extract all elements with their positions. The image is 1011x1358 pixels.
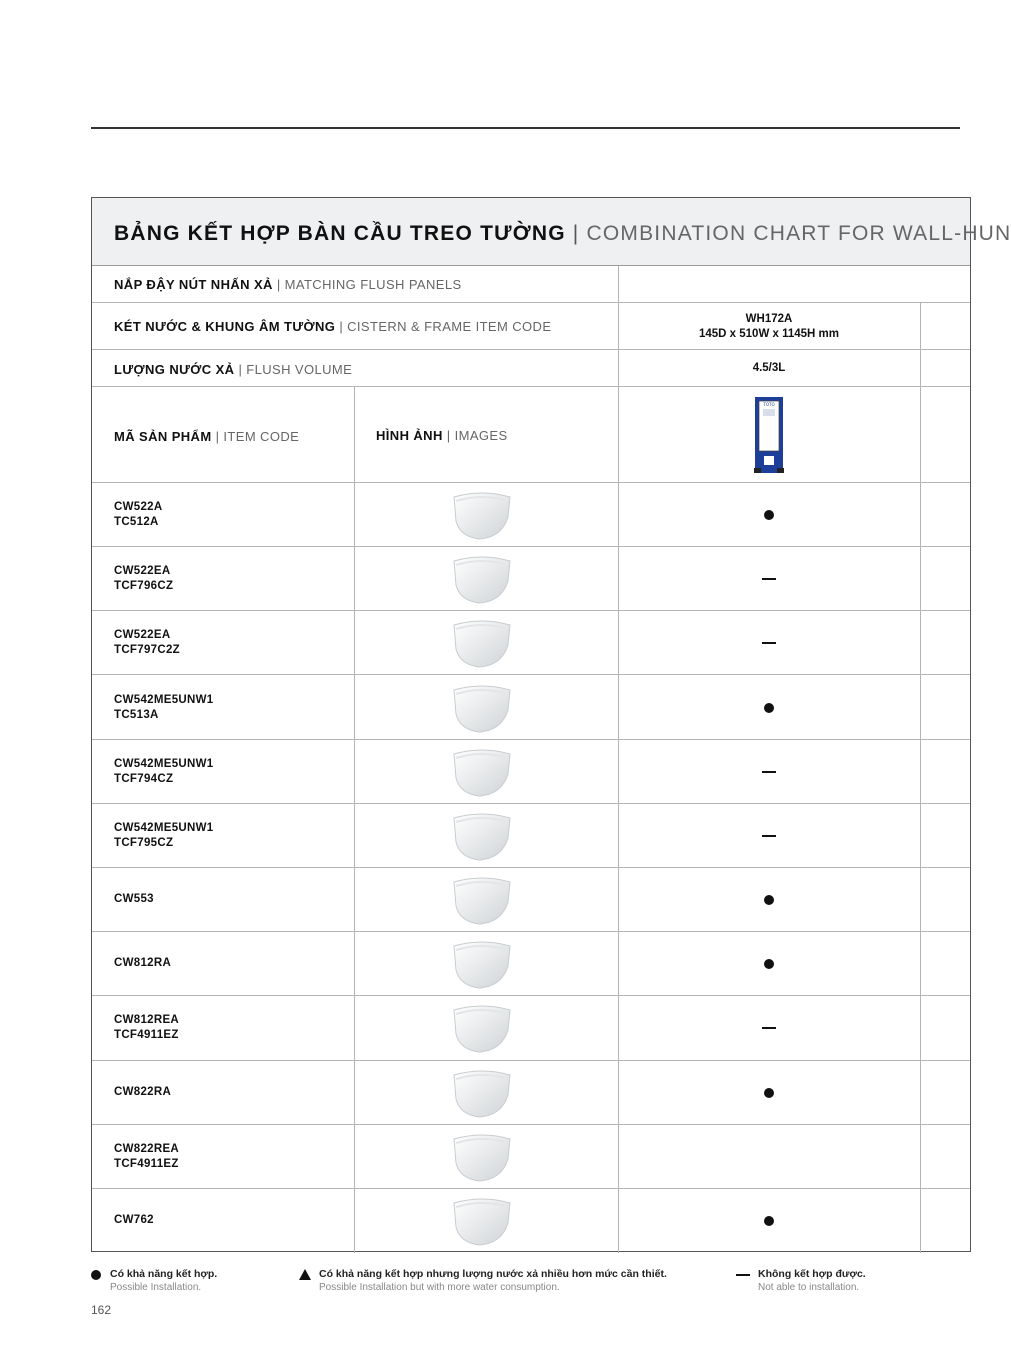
combination-chart [91, 197, 1011, 1252]
page-number: 162 [91, 1303, 112, 1317]
product-code [114, 956, 171, 971]
legend-dash-icon [736, 1274, 750, 1276]
product-row [92, 611, 970, 675]
product-row [92, 1125, 970, 1189]
cistern-row [92, 303, 970, 350]
cistern-vi: KÉT NƯỚC & KHUNG ÂM TƯỜNG [114, 319, 336, 334]
legend-more-water-en: Possible Installation but with more water consumption. [319, 1282, 560, 1293]
divider-code-image [354, 387, 355, 1253]
product-code-line1: CW522EA [114, 565, 171, 578]
product-row [92, 740, 970, 804]
images-vi: HÌNH ẢNH [376, 428, 443, 443]
mark-possible-dot [764, 1088, 774, 1098]
product-code-line2: TCF795CZ [114, 836, 174, 849]
mark-not-able-dash [762, 771, 776, 773]
cistern-code-cell [618, 312, 920, 342]
mark-possible-dot [764, 959, 774, 969]
cistern-frame-image [752, 395, 786, 475]
product-code-line1: CW822RA [114, 1085, 172, 1098]
product-row [92, 932, 970, 996]
mark-not-able-dash [762, 642, 776, 644]
item-code-en: ITEM CODE [223, 429, 300, 444]
product-code-line2: TCF4911EZ [114, 1157, 179, 1170]
product-code-line2: TCF4911EZ [114, 1029, 179, 1042]
product-code [114, 628, 180, 658]
cistern-label: KÉT NƯỚC & KHUNG ÂM TƯỜNG | CISTERN & FRAME ITEM CODE [114, 319, 552, 334]
toilet-image [444, 936, 520, 992]
flush-panels-vi: NẮP ĐẬY NÚT NHẤN XẢ [114, 277, 273, 292]
flush-volume-row [92, 350, 970, 387]
product-code-line1: CW542ME5UNW1 [114, 821, 214, 834]
legend-not-able-vi: Không kết hợp được. [758, 1268, 866, 1280]
product-code-line1: CW522EA [114, 629, 171, 642]
product-code-line2: TC513A [114, 708, 159, 721]
column-header-row [92, 387, 970, 483]
product-row [92, 868, 970, 932]
product-code-line1: CW542ME5UNW1 [114, 693, 214, 706]
toilet-image [444, 808, 520, 864]
product-code-line1: CW812RA [114, 957, 172, 970]
product-row [92, 483, 970, 547]
toilet-image [444, 551, 520, 607]
divider-col-left [618, 266, 619, 483]
product-row [92, 996, 970, 1060]
product-row [92, 1061, 970, 1125]
top-rule [91, 127, 960, 129]
mark-possible-dot [764, 895, 774, 905]
product-row [92, 1189, 970, 1253]
product-code-line1: CW522A [114, 501, 163, 514]
legend-not-able [736, 1268, 866, 1293]
legend-not-able-en: Not able to installation. [758, 1282, 860, 1293]
toilet-image [444, 615, 520, 671]
product-row [92, 676, 970, 740]
product-code [114, 1142, 179, 1172]
flush-panels-row [92, 266, 970, 303]
product-code-line2: TCF796CZ [114, 580, 174, 593]
legend-possible-vi: Có khả năng kết hợp. [110, 1268, 218, 1280]
legend-more-water [299, 1268, 667, 1293]
frame-logo: TOTO [763, 402, 775, 407]
product-code [114, 892, 154, 907]
title-separator: | [572, 222, 580, 245]
toilet-image [444, 680, 520, 736]
title-vi: BẢNG KẾT HỢP BÀN CẦU TREO TƯỜNG [114, 222, 566, 245]
product-code-line1: CW542ME5UNW1 [114, 757, 214, 770]
product-code-line2: TC512A [114, 516, 159, 529]
legend-more-water-vi: Có khả năng kết hợp nhưng lượng nước xả nhiều hơn mức cần thiết. [319, 1268, 667, 1280]
product-code [114, 564, 173, 594]
legend-possible-en: Possible Installation. [110, 1282, 202, 1293]
divider-col-right [920, 303, 921, 1253]
mark-not-able-dash [762, 1027, 776, 1029]
flush-volume-en: FLUSH VOLUME [246, 362, 353, 377]
product-code [114, 1213, 154, 1228]
cistern-dimensions: 145D x 510W x 1145H mm [698, 328, 839, 340]
cistern-en: CISTERN & FRAME ITEM CODE [347, 319, 552, 334]
item-code-header: MÃ SẢN PHẨM | ITEM CODE [114, 429, 300, 444]
divider-image-mark [618, 483, 619, 1253]
images-en: IMAGES [454, 428, 508, 443]
flush-volume-vi: LƯỢNG NƯỚC XẢ [114, 362, 235, 377]
legend-possible [91, 1268, 217, 1293]
flush-volume-value: 4.5/3L [752, 362, 786, 374]
title-en: COMBINATION CHART FOR WALL-HUN [586, 222, 1011, 245]
product-code-line2: TCF797C2Z [114, 644, 180, 657]
product-code-line1: CW822REA [114, 1142, 180, 1155]
product-code [114, 1013, 179, 1043]
mark-not-able-dash [762, 578, 776, 580]
product-code [114, 693, 213, 723]
product-code-line2: TCF794CZ [114, 772, 174, 785]
product-code [114, 821, 213, 851]
chart-title [114, 222, 1011, 246]
product-code [114, 757, 213, 787]
toilet-image [444, 1065, 520, 1121]
flush-volume-label: LƯỢNG NƯỚC XẢ | FLUSH VOLUME [114, 362, 353, 377]
cistern-code: WH172A [745, 313, 793, 325]
toilet-image [444, 1129, 520, 1185]
toilet-image [444, 872, 520, 928]
mark-possible-dot [764, 1216, 774, 1226]
product-row [92, 547, 970, 611]
mark-possible-dot [764, 703, 774, 713]
legend-triangle-icon [299, 1269, 311, 1280]
flush-panels-label: NẮP ĐẬY NÚT NHẤN XẢ | MATCHING FLUSH PANELS [114, 277, 462, 292]
mark-not-able-dash [762, 835, 776, 837]
mark-possible-dot [764, 510, 774, 520]
title-bar [92, 198, 1011, 266]
item-code-vi: MÃ SẢN PHẨM [114, 429, 212, 444]
product-code [114, 1085, 171, 1100]
product-code-line1: CW553 [114, 893, 154, 906]
product-code-line1: CW762 [114, 1213, 154, 1226]
toilet-image [444, 487, 520, 543]
legend-dot-icon [91, 1270, 101, 1280]
product-code-line1: CW812REA [114, 1014, 180, 1027]
toilet-image [444, 744, 520, 800]
toilet-image [444, 1193, 520, 1249]
product-code [114, 500, 162, 530]
images-header: HÌNH ẢNH | IMAGES [376, 428, 508, 443]
product-row [92, 804, 970, 868]
toilet-image [444, 1000, 520, 1056]
flush-panels-en: MATCHING FLUSH PANELS [284, 277, 462, 292]
